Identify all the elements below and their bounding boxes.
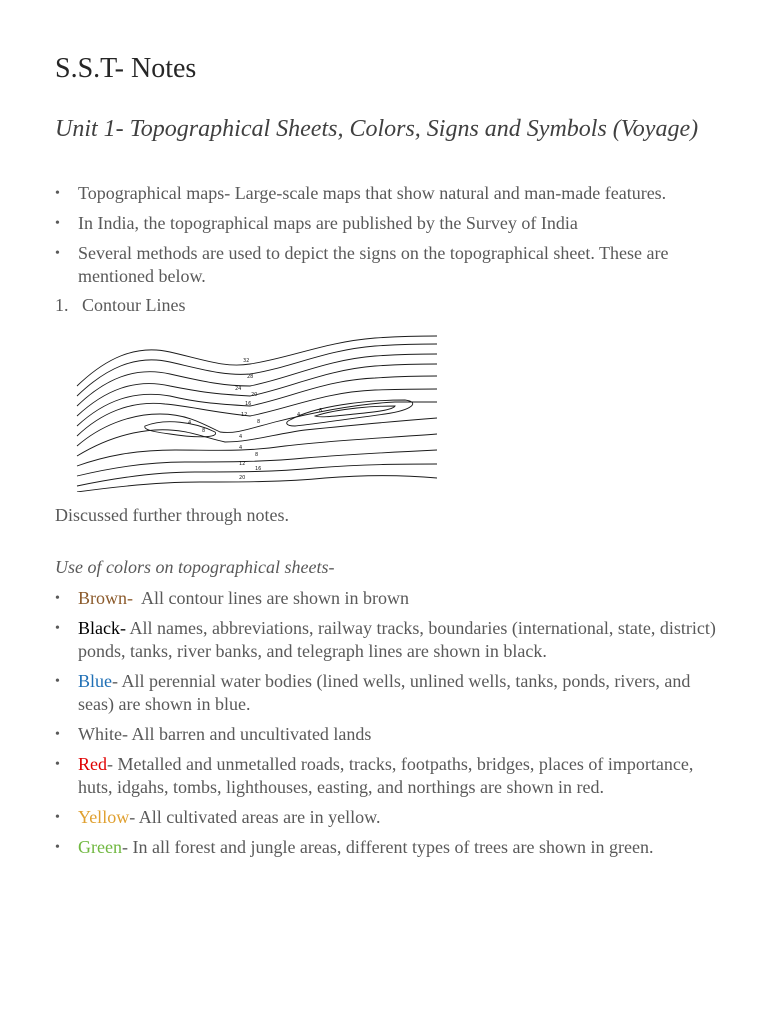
contour-label: 16 [245,401,252,407]
contour-label: 24 [235,386,242,392]
intro-bullet-list [55,182,725,295]
color-description: All contour lines are shown in brown [141,588,409,608]
color-description: Metalled and unmetalled roads, tracks, footpaths, bridges, places of importance, huts, idgahs, tombs, lighthouses, easting, and northings are shown in red. [78,754,694,797]
list-item-text: In India, the topographical maps are published by the Survey of India [78,213,578,233]
color-separator: - [107,754,118,774]
bullet-icon: • [55,591,60,606]
color-name: Brown [78,588,127,608]
contour-label: 28 [247,374,254,380]
contour-label: 12 [241,412,248,418]
color-separator: - [121,837,133,857]
item-number: 1. [55,295,69,315]
bullet-icon: • [55,757,60,772]
color-description: All perennial water bodies (lined wells, unlined wells, tanks, ponds, rivers, and seas) are shown in blue. [78,671,691,714]
contour-label: 4 [239,445,243,451]
list-item [55,242,725,288]
item-text: Contour Lines [82,295,186,315]
list-item-green [55,836,725,859]
color-name: White [78,724,122,744]
contour-labels [188,358,322,481]
color-description: All names, abbreviations, railway tracks, boundaries (international, state, district) ponds, tanks, river banks, and telegraph lines are shown in black. [78,618,716,661]
bullet-icon: • [55,216,60,231]
numbered-item-contour-lines [55,294,186,317]
bullet-icon: • [55,674,60,689]
bullet-icon: • [55,246,60,261]
list-item-text: Several methods are used to depict the signs on the topographical sheet. These are mentioned below. [78,243,669,286]
list-item-blue [55,670,725,716]
contour-label: 4 [297,412,301,418]
contour-label: 12 [239,461,246,467]
contour-label: 8 [202,428,206,434]
contour-lines-figure [75,334,437,492]
color-description: In all forest and jungle areas, different types of trees are shown in green. [132,837,654,857]
color-separator: - [129,807,139,827]
unit-title: Unit 1- Topographical Sheets, Colors, Signs and Symbols (Voyage) [55,116,699,142]
color-description: All barren and uncultivated lands [131,724,372,744]
contour-label: 4 [188,420,192,426]
contour-label: 8 [319,408,323,414]
bullet-icon: • [55,810,60,825]
color-description: All cultivated areas are in yellow. [138,807,381,827]
contour-label: 20 [251,392,258,398]
color-name: Red [78,754,107,774]
colors-heading: Use of colors on topographical sheets- [55,557,335,577]
bullet-icon: • [55,840,60,855]
contour-label: 16 [255,466,262,472]
list-item-text: Topographical maps- Large-scale maps that show natural and man-made features. [78,183,667,203]
contour-label: 8 [257,419,261,425]
list-item [55,212,725,235]
discussed-text: Discussed further through notes. [55,505,289,525]
list-item [55,182,725,205]
bullet-icon: • [55,621,60,636]
color-separator: - [112,671,122,691]
bullet-icon: • [55,727,60,742]
color-separator: - [127,588,142,608]
color-name: Green [78,837,122,857]
list-item-red [55,753,725,799]
colors-bullet-list [55,587,725,866]
bullet-icon: • [55,186,60,201]
list-item-brown [55,587,725,610]
contour-label: 20 [239,475,246,481]
list-item-yellow [55,806,725,829]
contour-label: 32 [243,358,250,364]
contour-label: 4 [239,434,243,440]
document-title: S.S.T- Notes [55,53,197,84]
color-separator: - [121,724,132,744]
color-name: Blue [78,671,112,691]
list-item-black [55,617,725,663]
color-name: Yellow [78,807,130,827]
color-name: Black [78,618,120,638]
contour-label: 8 [255,452,259,458]
color-separator: - [120,618,130,638]
list-item-white [55,723,725,746]
